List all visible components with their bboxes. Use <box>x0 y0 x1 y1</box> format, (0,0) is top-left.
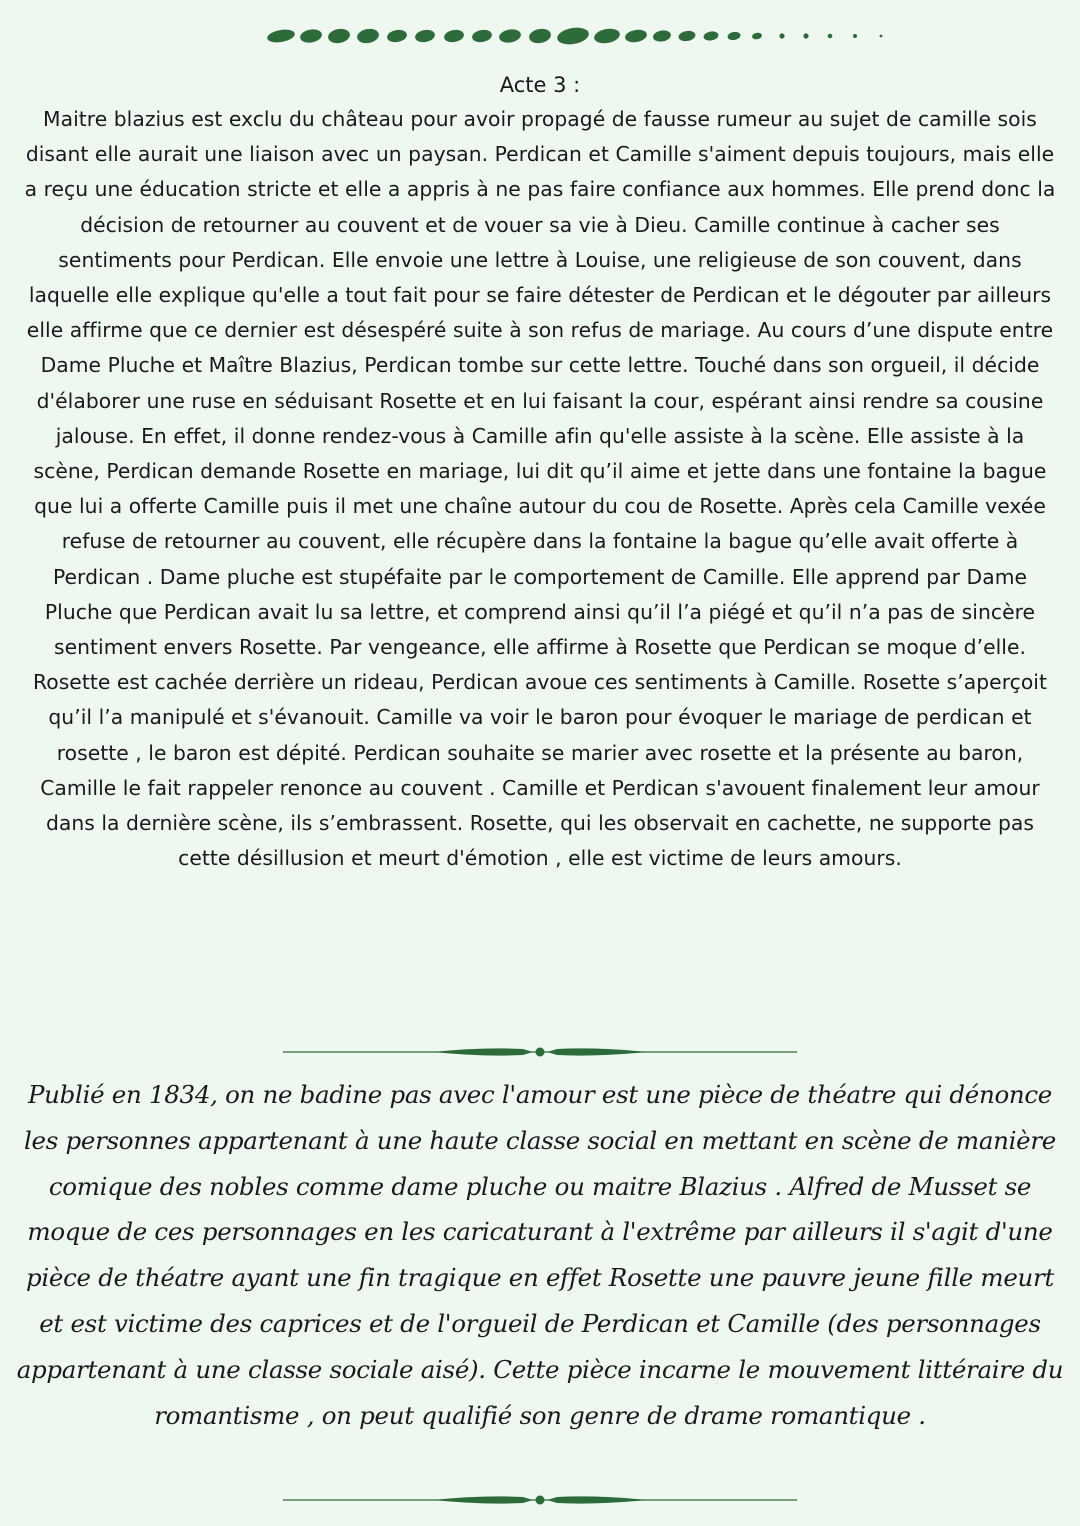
act-heading: Acte 3 : <box>499 73 581 97</box>
act-summary-paragraph: Maitre blazius est exclu du château pour avoir propagé de fausse rumeur au sujet de camille sois disant elle aurait une liaison avec un paysan. Perdican et Camille s'aiment depuis toujours, mais elle a reçu une éducation stricte et elle a appris à ne pas faire confiance aux hommes. Elle prend donc la décision de retourner au couvent et de vouer sa vie à Dieu. Camille continue à cacher ses sentiments pour Perdican. Elle envoie une lettre à Louise, une religieuse de son couvent, dans laquelle elle explique qu'elle a tout fait pour se faire détester de Perdican et le dégouter par ailleurs elle affirme que ce dernier est désespéré suite à son refus de mariage. Au cours d’une dispute entre Dame Pluche et Maître Blazius, Perdican tombe sur cette lettre. Touché dans son orgueil, il décide d'élaborer une ruse en séduisant Rosette et en lui faisant la cour, espérant ainsi rendre sa cousine jalouse. En effet, il donne rendez-vous à Camille afin qu'elle assiste à la scène. Elle assiste à la scène, Perdican demande Rosette en mariage, lui dit qu’il aime et jette dans une fontaine la bague que lui a offerte Camille puis il met une chaîne autour du cou de Rosette. Après cela Camille vexée refuse de retourner au couvent, elle récupère dans la fontaine la bague qu’elle avait offerte à Perdican . Dame pluche est stupéfaite par le comportement de Camille. Elle apprend par Dame Pluche que Perdican avait lu sa lettre, et comprend ainsi qu’il l’a piégé et qu’il n’a pas de sincère sentiment envers Rosette. Par vengeance, elle affirme à Rosette que Perdican se moque d’elle. Rosette est cachée derrière un rideau, Perdican avoue ces sentiments à Camille. Rosette s’aperçoit qu’il l’a manipulé et s'évanouit. Camille va voir le baron pour évoquer le mariage de perdican et rosette , le baron est dépité. Perdican souhaite se marier avec rosette et la présente au baron, Camille le fait rappeler renonce au couvent . Camille et Perdican s'avouent finalement leur amour dans la dernière scène, ils s’embrassent. Rosette, qui les observait en cachette, ne supporte pas cette désillusion et meurt d'émotion , elle est victime de leurs amours. <box>24 107 1056 871</box>
commentary-paragraph: Publié en 1834, on ne badine pas avec l'amour est une pièce de théatre qui dénonce les personnes appartenant à une haute classe social en mettant en scène de manière comique des nobles comme dame pluche ou maitre Blazius . Alfred de Musset se moque de ces personnages en les caricaturant à l'extrême par ailleurs il s'agit d'une pièce de théatre ayant une fin tragique en effet Rosette une pauvre jeune fille meurt et est victime des caprices et de l'orgueil de Perdican et Camille (des personnages appartenant à une classe sociale aisé). Cette pièce incarne le mouvement littéraire du romantisme , on peut qualifié son genre de drame romantique . <box>16 1080 1064 1430</box>
ornamental-divider-bottom <box>283 1490 797 1510</box>
top-dot-border <box>0 0 1080 60</box>
ornamental-divider <box>283 1042 797 1062</box>
